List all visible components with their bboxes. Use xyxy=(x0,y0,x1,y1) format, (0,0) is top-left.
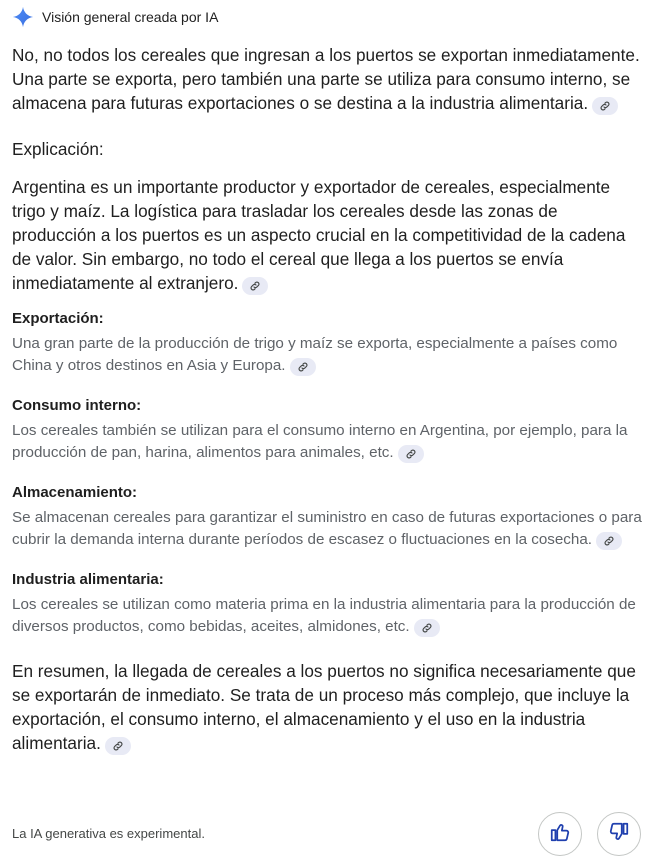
source-link-icon[interactable] xyxy=(592,97,618,115)
summary-text: En resumen, la llegada de cereales a los puertos no significa necesariamente que se exportarán de inmediato. Se trata de un proceso más complejo, que incluye la exportación, el consumo interno, el almacenamiento y el uso en la industria alimentaria. xyxy=(12,661,636,753)
summary-paragraph xyxy=(12,659,646,755)
source-link-icon[interactable] xyxy=(105,737,131,755)
ai-overview-header xyxy=(12,1,646,33)
ai-overview-footer xyxy=(12,810,646,860)
section-title-almacenamiento: Almacenamiento: xyxy=(12,484,138,501)
section-text-consumo xyxy=(12,420,646,464)
explanation-heading: Explicación: xyxy=(12,139,104,159)
source-link-icon[interactable] xyxy=(398,445,424,463)
ai-overview xyxy=(12,0,646,755)
section-text: Los cereales se utilizan como materia prima en la industria alimentaria para la producción de diversos productos, como bebidas, aceites, almidones, etc. xyxy=(12,596,636,635)
intro-paragraph xyxy=(12,43,646,115)
section-title-industria: Industria alimentaria: xyxy=(12,571,164,588)
section-text: Los cereales también se utilizan para el consumo interno en Argentina, por ejemplo, para la producción de pan, harina, alimentos para animales, etc. xyxy=(12,422,628,461)
explanation-paragraph xyxy=(12,175,646,295)
section-title-consumo: Consumo interno: xyxy=(12,397,142,414)
section-text-exportacion xyxy=(12,333,646,377)
source-link-icon[interactable] xyxy=(290,358,316,376)
thumbs-up-icon xyxy=(549,821,571,848)
explanation-text: Argentina es un importante productor y exportador de cereales, especialmente trigo y maíz. La logística para trasladar los cereales desde las zonas de producción a los puertos es un aspecto crucial en la competitividad de la cadena de valor. Sin embargo, no todo el cereal que llega a los puertos se envía inmediatamente al extranjero. xyxy=(12,177,626,293)
section-text-almacenamiento xyxy=(12,507,646,551)
section-text-industria xyxy=(12,594,646,638)
thumbs-up-button[interactable] xyxy=(538,812,582,856)
sparkle-icon xyxy=(12,6,34,28)
ai-overview-title: Visión general creada por IA xyxy=(42,9,219,25)
source-link-icon[interactable] xyxy=(242,277,268,295)
source-link-icon[interactable] xyxy=(414,619,440,637)
section-text: Se almacenan cereales para garantizar el suministro en caso de futuras exportaciones o para cubrir la demanda interna durante períodos de escasez o fluctuaciones en la cosecha. xyxy=(12,509,642,548)
source-link-icon[interactable] xyxy=(596,532,622,550)
intro-text: No, no todos los cereales que ingresan a los puertos se exportan inmediatamente. Una parte se exporta, pero también una parte se utiliza para consumo interno, se almacena para futuras exportaciones o se destina a la industria alimentaria. xyxy=(12,45,640,113)
thumbs-down-icon xyxy=(608,821,630,848)
section-text: Una gran parte de la producción de trigo y maíz se exporta, especialmente a países como China y otros destinos en Asia y Europa. xyxy=(12,335,618,374)
section-title-exportacion: Exportación: xyxy=(12,310,104,327)
thumbs-down-button[interactable] xyxy=(597,812,641,856)
experimental-note: La IA generativa es experimental. xyxy=(12,826,205,841)
